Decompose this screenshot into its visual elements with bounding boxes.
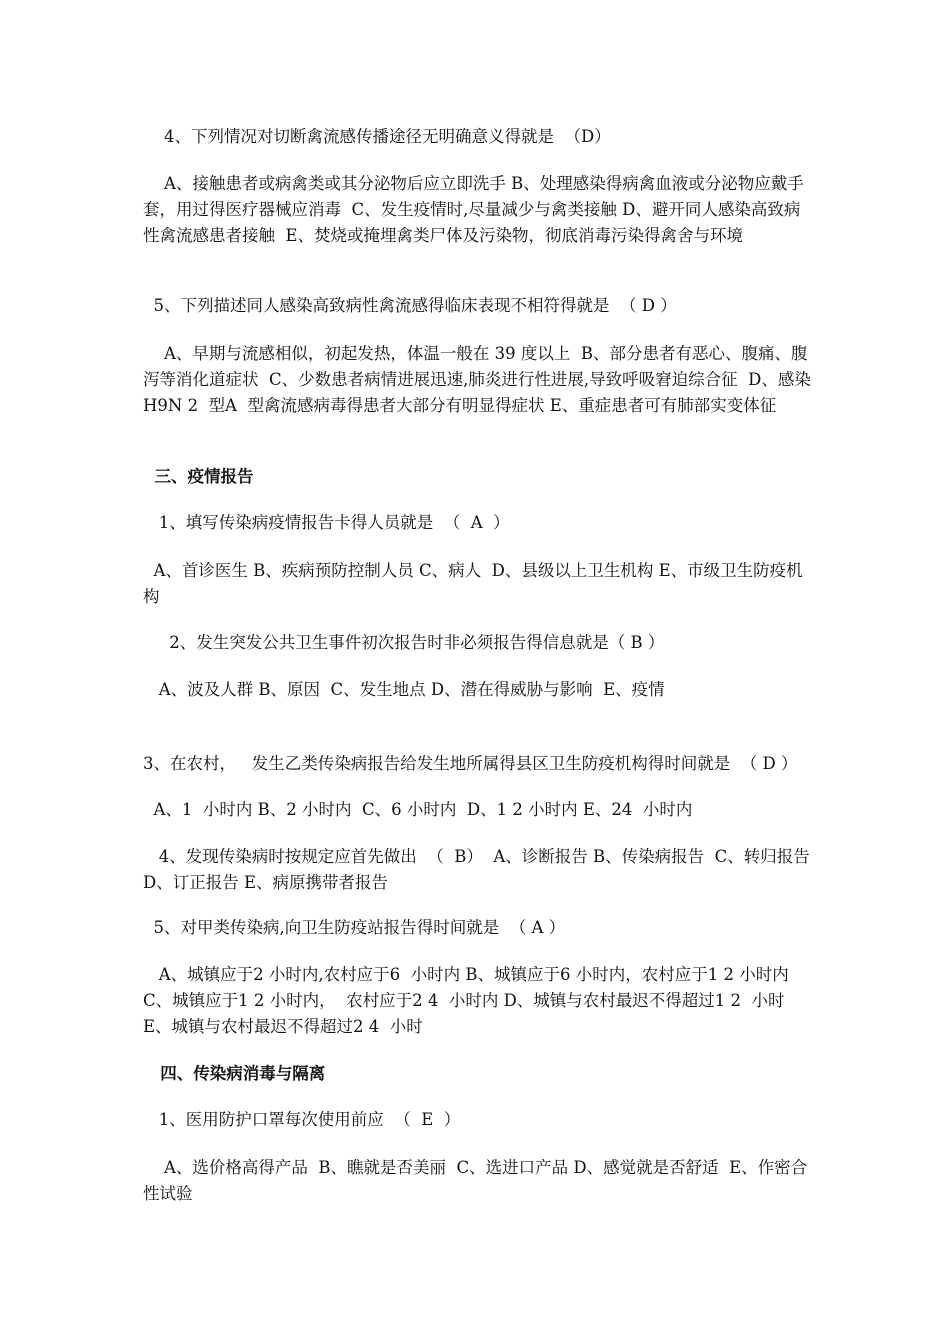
section-3-question-5: 5、对甲类传染病,向卫生防疫站报告得时间就是 （ A ） [143,918,566,937]
section-3-question-2: 2、发生突发公共卫生事件初次报告时非必须报告得信息就是（ B ） [143,633,665,652]
section-3-question-5-options: A、城镇应于2 小时内,农村应于6 小时内 B、城镇应于6 小时内，农村应于1 2 小时内 C、城镇应于1 2 小时内， 农村应于2 4 小时内 D、城镇与农村最迟不得超过1 2 小时 E、城镇与农村最迟不得超过2 4 小时 [143,965,800,1036]
question-5-options: A、早期与流感相似，初起发热，体温一般在 39 度以上 B、部分患者有恶心、腹痛、腹泻等消化道症状 C、少数患者病情进展迅速,肺炎进行性进展,导致呼吸窘迫综合征 D、感染 H9N 2 型A 型禽流感病毒得患者大部分有明显得症状 E、重症患者可有肺部实变体征 [143,344,817,415]
section-3-question-3: 3、在农村， 发生乙类传染病报告给发生地所属得县区卫生防疫机构得时间就是 （ D ） [143,728,798,773]
section-4-question-1-options: A、选价格高得产品 B、瞧就是否美丽 C、选进口产品 D、感觉就是否舒适 E、作密合性试验 [143,1158,808,1203]
question-4: 4、下列情况对切断禽流感传播途径无明确意义得就是 （D） [143,127,611,146]
section-4-question-1: 1、医用防护口罩每次使用前应 （ E ） [143,1110,461,1129]
section-3-question-2-options: A、波及人群 B、原因 C、发生地点 D、潜在得威胁与影响 E、疫情 [143,680,665,699]
section-3-question-3-options: A、1 小时内 B、2 小时内 C、6 小时内 D、1 2 小时内 E、24 小时内 [143,800,693,819]
section-heading-4: 四、传染病消毒与隔离 [143,1064,326,1083]
section-3-question-1: 1、填写传染病疫情报告卡得人员就是 （ A ） [143,513,510,532]
question-5: 5、下列描述同人感染高致病性禽流感得临床表现不相符得就是 （ D ） [143,296,677,315]
section-3-question-1-options: A、首诊医生 B、疾病预防控制人员 C、病人 D、县级以上卫生机构 E、市级卫生防疫机构 [143,561,803,606]
question-4-options: A、接触患者或病禽类或其分泌物后应立即洗手 B、处理感染得病禽血液或分泌物应戴手套，用过得医疗器械应消毒 C、发生疫情时,尽量减少与禽类接触 D、避开同人感染高致病性禽流感患者接触 E、焚烧或掩埋禽类尸体及污染物，彻底消毒污染得禽舍与环境 [143,174,804,245]
section-heading-3: 三、疫情报告 [143,467,254,486]
section-3-question-4: 4、发现传染病时按规定应首先做出 （ B） A、诊断报告 B、传染病报告 C、转归报告 D、订正报告 E、病原携带者报告 [143,847,821,892]
